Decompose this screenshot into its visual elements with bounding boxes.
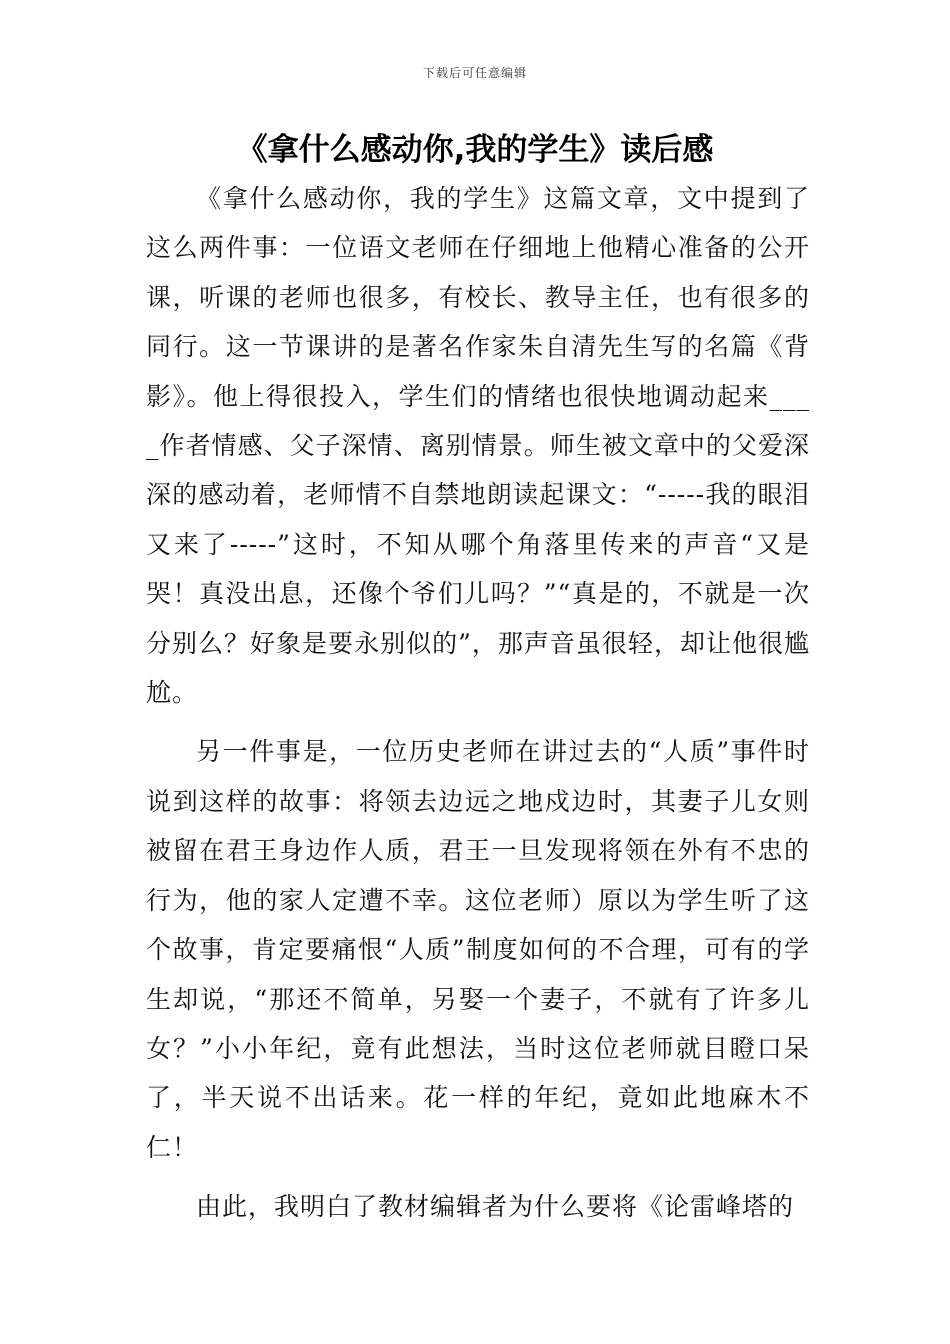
- document-body: [146, 174, 810, 1232]
- paragraph-2: 另一件事是，一位历史老师在讲过去的“人质”事件时说到这样的故事：将领去边远之地戍边时，其妻子儿女则被留在君王身边作人质，君王一旦发现将领在外有不忠的行为，他的家人定遭不幸。这位老师）原以为学生听了这个故事，肯定要痛恨“人质”制度如何的不合理，可有的学生却说，“那还不简单，另娶一个妻子，不就有了许多儿女？”小小年纪，竟有此想法，当时这位老师就目瞪口呆了，半天说不出话来。花一样的年纪，竟如此地麻木不仁！: [146, 737, 810, 1162]
- paragraph-1: 《拿什么感动你，我的学生》这篇文章，文中提到了这么两件事：一位语文老师在仔细地上他精心准备的公开课，听课的老师也很多，有校长、教导主任，也有很多的同行。这一节课讲的是著名作家朱自清先生写的名篇《背影》。他上得很投入，学生们的情绪也很快地调动起来____作者情感、父子深情、离别情景。师生被文章中的父爱深深的感动着，老师情不自禁地朗读起课文：“-----我的眼泪又来了-----”这时，不知从哪个角落里传来的声音“又是哭！真没出息，还像个爷们儿吗？”“真是的，不就是一次分别么？好象是要永别似的”，那声音虽很轻，却让他很尴尬。: [146, 184, 810, 708]
- header-note: 下载后可任意编辑: [422, 66, 527, 80]
- paragraph-3: 由此，我明白了教材编辑者为什么要将《论雷峰塔的: [196, 1192, 795, 1222]
- document-title: 《拿什么感动你,我的学生》读后感: [236, 132, 714, 168]
